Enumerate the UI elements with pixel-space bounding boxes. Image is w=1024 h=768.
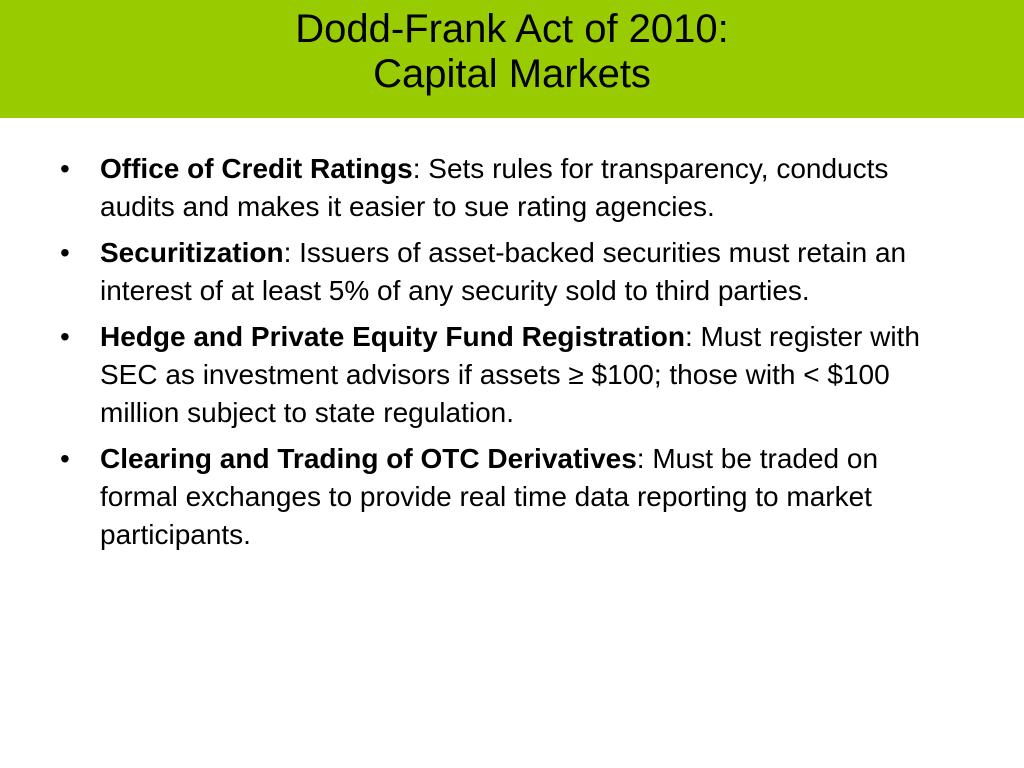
bullet-item-otc-derivatives <box>60 440 960 554</box>
bullet-text: : Sets rules for transparency, conducts audits and makes it easier to sue rating agencies. <box>100 153 889 222</box>
bullet-item-credit-ratings <box>60 150 960 226</box>
bullet-text: : Issuers of asset-backed securities must retain an interest of at least 5% of any security sold to third parties. <box>100 237 907 306</box>
title-line-2: Capital Markets <box>373 52 651 96</box>
bullet-term: Clearing and Trading of OTC Derivatives <box>100 443 637 474</box>
bullet-term: Hedge and Private Equity Fund Registration <box>100 321 685 352</box>
bullet-text: : Must be traded on formal exchanges to provide real time data reporting to market participants. <box>100 443 879 550</box>
bullet-list <box>60 150 960 562</box>
title-line-1: Dodd-Frank Act of 2010: <box>295 7 729 51</box>
bullet-item-fund-registration <box>60 318 960 432</box>
bullet-item-securitization <box>60 234 960 310</box>
bullet-icon: • <box>60 443 70 474</box>
bullet-icon: • <box>60 237 70 268</box>
title-band <box>0 0 1024 118</box>
bullet-icon: • <box>60 153 70 184</box>
slide-title <box>0 7 1024 97</box>
bullet-text: : Must register with SEC as investment advisors if assets ≥ $100; those with < $100 million subject to state regulation. <box>100 321 920 428</box>
bullet-term: Securitization <box>100 237 284 268</box>
bullet-term: Office of Credit Ratings <box>100 153 413 184</box>
bullet-icon: • <box>60 321 70 352</box>
